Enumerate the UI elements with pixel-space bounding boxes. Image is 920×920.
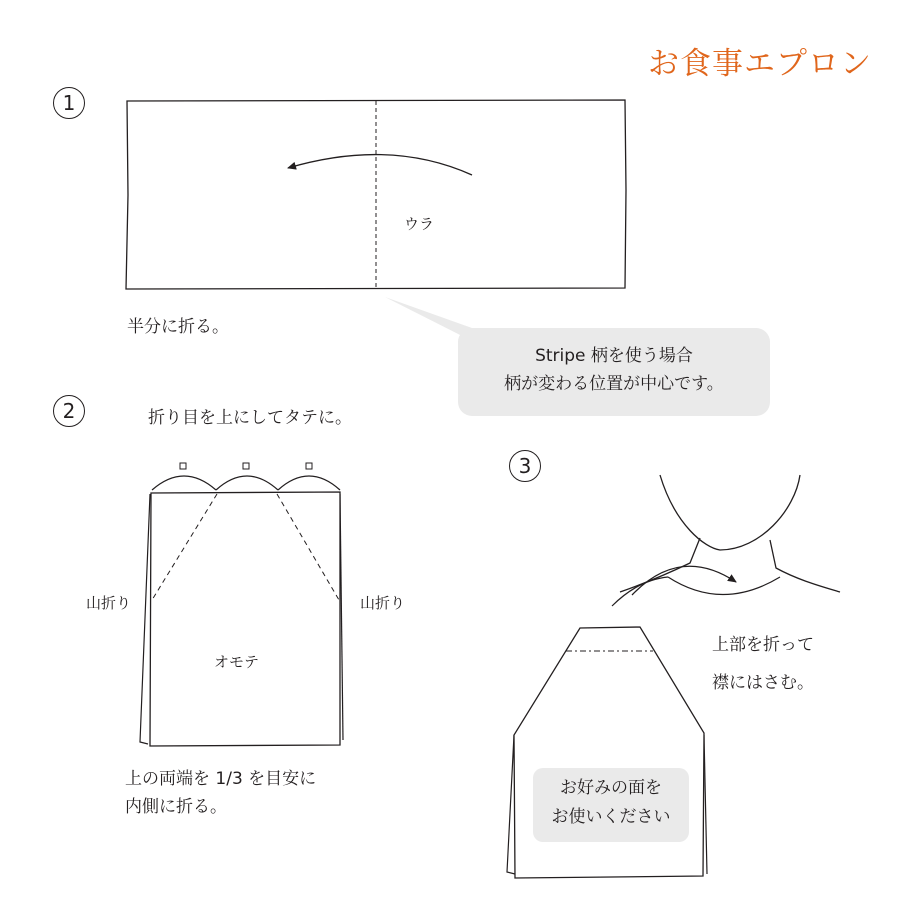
bubble-line-2: 柄が変わる位置が中心です。	[504, 374, 724, 394]
step2-fold-label-left: 山折り	[86, 594, 132, 612]
step2-equal-mark-1	[180, 463, 186, 469]
page-title: お食事エプロン	[648, 46, 872, 82]
step2-back-layer	[140, 494, 150, 744]
step3-caption-line2: 襟にはさむ。	[712, 673, 814, 693]
step1-fold-arrow	[288, 155, 472, 175]
step1-number: 1	[53, 87, 85, 119]
step1-caption: 半分に折る。	[127, 317, 229, 337]
step2-brace-1	[152, 476, 216, 490]
step2-instruction: 折り目を上にしてタテに。	[148, 408, 352, 428]
step3-note-line1: お好みの面を	[560, 778, 662, 798]
step3-collar	[668, 577, 780, 595]
step3-tuck-arrow	[632, 566, 736, 595]
step2-number: 2	[53, 395, 85, 427]
step2-equal-mark-2	[243, 463, 249, 469]
step2-front-label: オモテ	[214, 653, 260, 671]
step2-caption-line1: 上の両端を 1/3 を目安に	[125, 769, 317, 789]
step3-note	[533, 768, 689, 842]
stripe-note-bubble	[458, 328, 770, 416]
step3-caption-line1: 上部を折って	[712, 635, 814, 655]
step3-neck-left	[620, 538, 700, 592]
step2-panel	[150, 492, 340, 746]
step2-caption-line2: 内側に折る。	[125, 797, 227, 817]
step3-neck-right	[770, 540, 840, 592]
step1-back-label: ウラ	[404, 215, 435, 233]
step3-head-outline	[660, 475, 800, 550]
step3-number: 3	[509, 450, 541, 482]
step2-fold-label-right: 山折り	[360, 594, 406, 612]
step2-brace-3	[278, 476, 340, 490]
step2-equal-mark-3	[306, 463, 312, 469]
bubble-line-1: Stripe 柄を使う場合	[535, 346, 693, 366]
step2-brace-2	[216, 476, 278, 490]
step3-note-line2: お使いください	[551, 807, 671, 827]
